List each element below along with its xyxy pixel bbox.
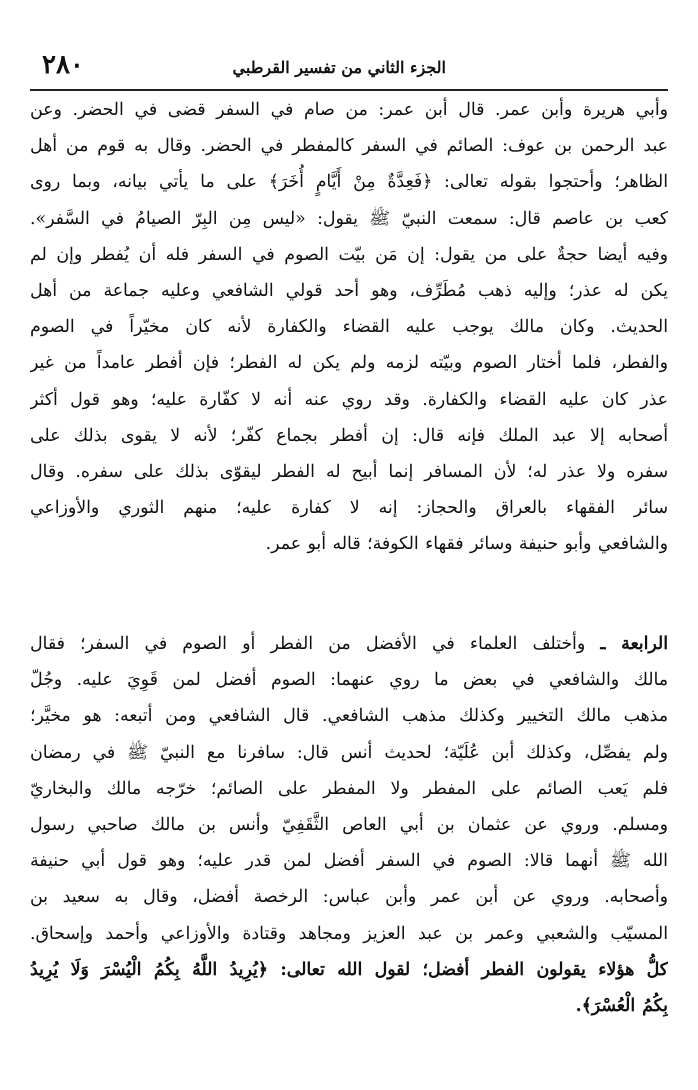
text-segment: وأختلف العلماء في الأفضل من الفطر أو الصوم في السفر؛ فقال (30, 634, 586, 654)
text-line: ولم يفصِّل، وكذلك أبن عُلَيّة؛ لحديث أنس قال: سافرنا مع النبيّ ﷺ في رمضان (30, 742, 668, 763)
text-line: سائر الفقهاء بالعراق والحجاز: إنه لا كفارة عليه؛ منهم الثوري والأوزاعي (30, 498, 668, 519)
paragraph-1 (30, 92, 668, 563)
text-line: كعب بن عاصم قال: سمعت النبيّ ﷺ يقول: «ليس مِن البِرّ الصيامُ في السَّفر». (30, 208, 668, 229)
running-title: الجزء الثاني من تفسير القرطبي (232, 58, 446, 77)
text-line: يكن له عذر؛ وإليه ذهب مُطَرِّف، وهو أحد قولي الشافعي وعليه جماعة من أهل (30, 281, 668, 302)
text-line: كلُّ هؤلاء يقولون الفطر أفضل؛ لقول الله تعالى: ﴿يُرِيدُ اللَّهُ بِكُمُ الْيُسْرَ وَلَا يُرِيدُ (30, 959, 668, 980)
page-number: ٢٨٠ (42, 50, 84, 80)
text-line: أصحابه إلا عبد الملك فإنه قال: إن أفطر بجماع كفّر؛ لأنه لا يقوى بذلك على (30, 425, 668, 446)
text-line: الحديث. وكان مالك يوجب عليه القضاء والكفارة لأنه كان مخيّراً في الصوم (30, 317, 668, 338)
text-line: فلم يَعب الصائم على المفطر ولا المفطر على الصائم؛ خرّجه مالك والبخاريّ (30, 778, 668, 799)
text-line: سفره ولا عذر له؛ لأن المسافر إنما أبيح له الفطر ليقوّى بذلك على سفره. وقال (30, 462, 668, 483)
text-line: بِكُمُ الْعُسْرَ﴾. (575, 996, 668, 1017)
text-line: ومسلم. وروي عن عثمان بن أبي العاص الثَّقَفِيّ وأنس بن مالك صاحبي رسول (30, 815, 668, 836)
text-line: والفطر، فلما أختار الصوم وبيّته لزمه ولم يكن له الفطر؛ فإن أفطر عامداً من غير (30, 353, 668, 374)
section-label: الرابعة ـ (600, 634, 668, 654)
text-line: وفيه أيضا حجةٌ على من يقول: إن مَن بيّت الصوم في السفر فله أن يُفطر وإن لم (30, 244, 668, 265)
text-line: وأبي هريرة وأبن عمر. قال أبن عمر: من صام في السفر قضى في الحضر. وعن (30, 100, 668, 120)
text-line: المسيّب والشعبي وعمر بن عبد العزيز ومجاهد وقتادة والأوزاعي وأحمد وإسحاق. (30, 923, 668, 944)
text-line: مالك والشافعي في بعض ما روي عنهما: الصوم أفضل لمن قَوِيَ عليه. وجُلّ (30, 670, 668, 691)
text-line: الله ﷺ أنهما قالا: الصوم في السفر أفضل لمن قدر عليه؛ وهو قول أبي حنيفة (30, 851, 668, 872)
text-line: الظاهر؛ وأحتجوا بقوله تعالى: ﴿فَعِدَّةٌ مِنْ أَيَّامٍ أُخَرَ﴾ على ما يأتي بيانه، وبما روى (30, 172, 668, 193)
page-header (30, 40, 668, 90)
text-line: عبد الرحمن بن عوف: الصائم في السفر كالمفطر في الحضر. وقال به قوم من أهل (30, 136, 668, 157)
paragraph-2 (30, 626, 668, 1024)
text-line (30, 626, 668, 662)
text-line: عذر كان عليه القضاء والكفارة. وقد روي عنه أنه لا كفّارة عليه؛ وهو قول أكثر (30, 389, 668, 410)
text-line: والشافعي وأبو حنيفة وسائر فقهاء الكوفة؛ قاله أبو عمر. (265, 534, 668, 555)
text-line: مذهب مالك التخيير وكذلك مذهب الشافعي. قال الشافعي ومن أتبعه: هو مخيَّر؛ (30, 706, 668, 727)
text-line: وأصحابه. وروي عن أبن عمر وأبن عباس: الرخصة أفضل، وقال به سعيد بن (30, 887, 668, 908)
header-rule (30, 89, 668, 91)
